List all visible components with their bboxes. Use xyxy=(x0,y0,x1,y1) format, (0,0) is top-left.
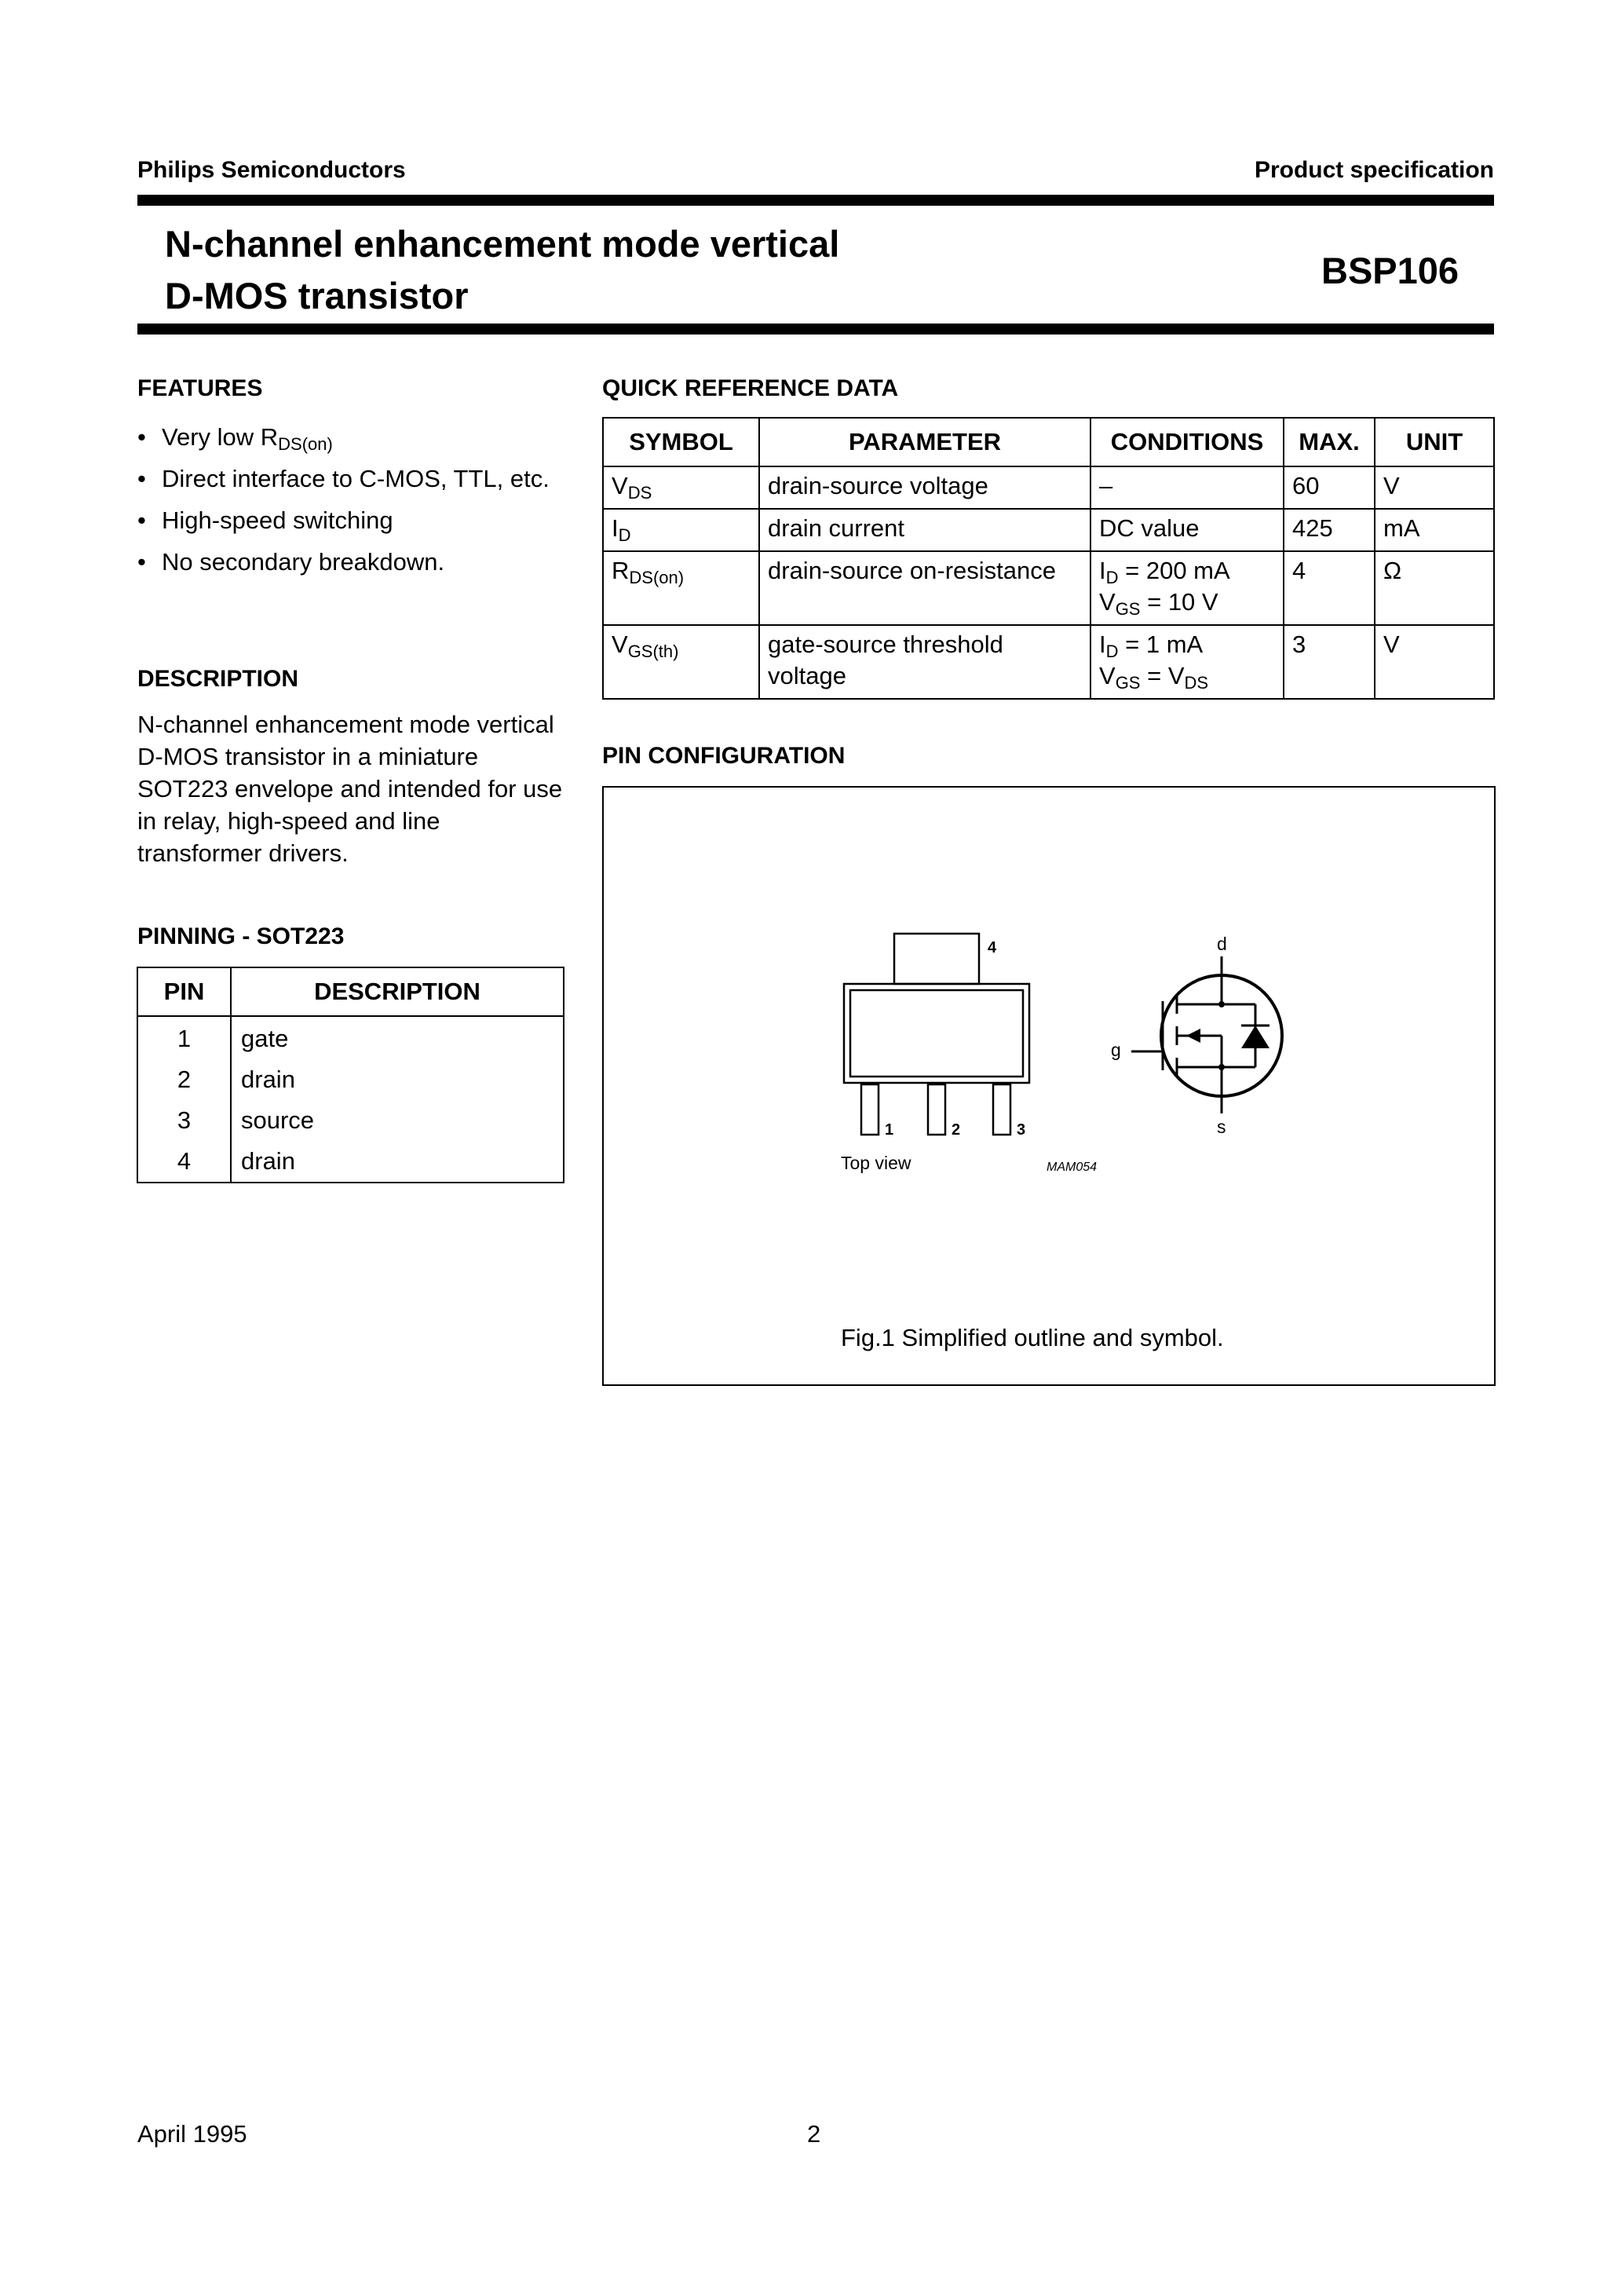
header-rule xyxy=(137,195,1494,206)
table-row: $V_{DS}$ drain-source voltage – 60 V xyxy=(603,466,1494,509)
figure-caption: Fig.1 Simplified outline and symbol. xyxy=(841,1324,1224,1351)
page-title: N-channel enhancement mode vertical D-MOS transistor xyxy=(165,223,840,316)
table-row: $V_{GS(th)}$ gate-source threshold voltage $I_D = 1$ mA $V_{GS} = V_{DS}$ 3 V xyxy=(603,625,1494,699)
table-row: $I_D$ drain current DC value 425 mA xyxy=(603,509,1494,551)
table-row: 1 gate xyxy=(137,1016,564,1059)
tab-pin-4 xyxy=(894,934,979,984)
pin-configuration-heading: PIN CONFIGURATION xyxy=(602,743,846,769)
diode-triangle xyxy=(1241,1026,1269,1048)
table-row: 4 drain xyxy=(137,1141,564,1183)
feature-item: • No secondary breakdown. xyxy=(137,546,561,578)
conditions-column-header: CONDITIONS xyxy=(1090,418,1284,466)
drain-terminal-label: d xyxy=(1217,934,1227,954)
feature-item: • Direct interface to C-MOS, TTL, etc. xyxy=(137,462,561,495)
title-rule xyxy=(137,324,1494,335)
quick-reference-table xyxy=(602,417,1495,700)
table-row: 3 source xyxy=(137,1100,564,1141)
part-number: BSP106 xyxy=(1321,250,1459,291)
quick-reference-heading: QUICK REFERENCE DATA xyxy=(602,375,899,401)
features-list xyxy=(137,421,561,587)
document-type: Product specification xyxy=(1254,157,1494,183)
description-heading: DESCRIPTION xyxy=(137,666,299,692)
description-column-header: DESCRIPTION xyxy=(231,967,564,1016)
features-heading: FEATURES xyxy=(137,375,263,401)
body-arrow xyxy=(1186,1029,1200,1043)
lead-pin-1 xyxy=(861,1084,879,1135)
pin-4-label: 4 xyxy=(988,939,997,956)
pinning-heading: PINNING - SOT223 xyxy=(137,923,345,949)
unit-column-header: UNIT xyxy=(1375,418,1494,466)
lead-pin-2 xyxy=(928,1084,945,1135)
sot223-outline xyxy=(844,934,1029,1135)
feature-item: • High-speed switching xyxy=(137,504,561,536)
gate-terminal-label: g xyxy=(1111,1040,1121,1060)
pin-1-label: 1 xyxy=(885,1121,894,1139)
pin-3-label: 3 xyxy=(1017,1121,1026,1139)
pinning-table xyxy=(137,967,564,1183)
page-number: 2 xyxy=(807,2120,821,2148)
description-text: N-channel enhancement mode vertical D-MOS transistor in a miniature SOT223 envelope and intended for use in relay, high-speed and line transformer drivers. xyxy=(137,711,563,867)
company-name: Philips Semiconductors xyxy=(137,157,406,183)
footer-date: April 1995 xyxy=(137,2120,247,2148)
source-terminal-label: s xyxy=(1217,1117,1226,1137)
drawing-code: MAM054 xyxy=(1047,1161,1098,1174)
pin-column-header: PIN xyxy=(137,967,231,1016)
feature-item: • Very low $R_{DS(on)}$ xyxy=(137,421,561,453)
max-column-header: MAX. xyxy=(1284,418,1375,466)
top-view-label: Top view xyxy=(841,1153,911,1173)
symbol-column-header: SYMBOL xyxy=(603,418,759,466)
table-row: $R_{DS(on)}$ drain-source on-resistance $I_D = 200$ mA $V_{GS} = 10$ V 4 Ω xyxy=(603,551,1494,625)
lead-pin-3 xyxy=(993,1084,1010,1135)
pin-configuration-figure xyxy=(604,788,1494,1384)
table-row: 2 drain xyxy=(137,1059,564,1100)
figure-frame xyxy=(602,786,1496,1386)
pin-2-label: 2 xyxy=(952,1121,961,1139)
parameter-column-header: PARAMETER xyxy=(759,418,1090,466)
package-body xyxy=(844,984,1029,1083)
